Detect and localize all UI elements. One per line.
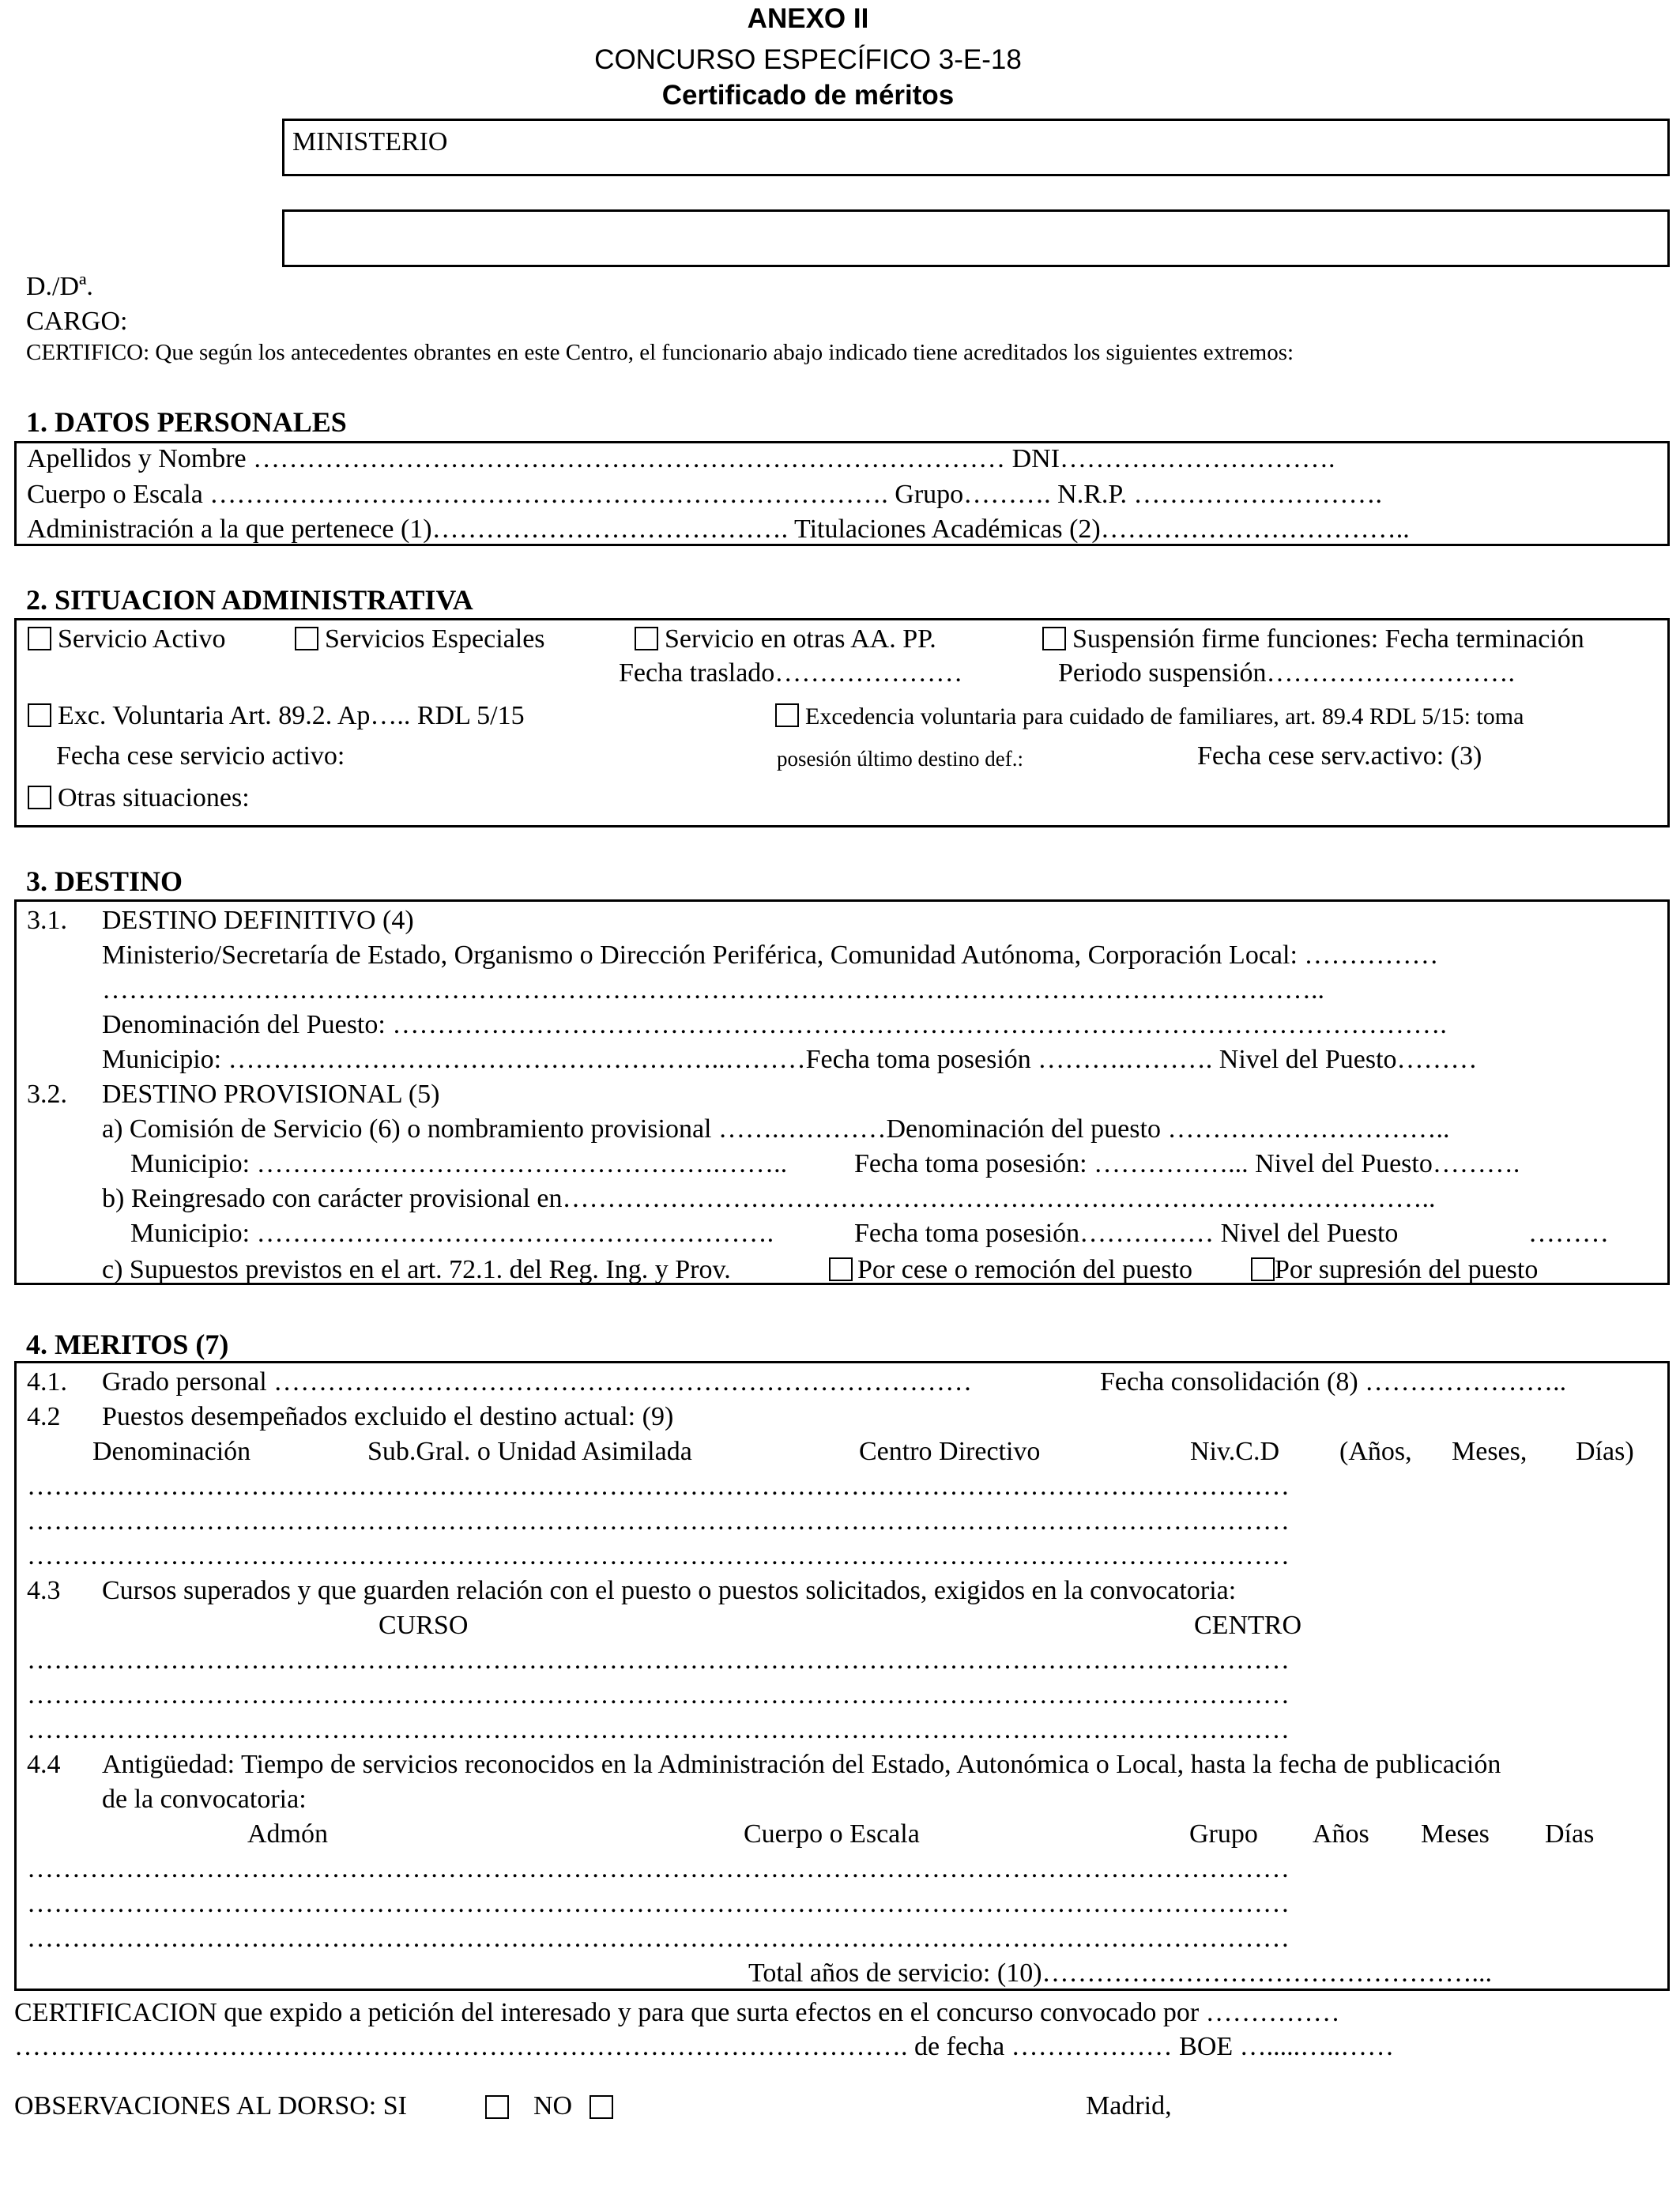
annex-title: ANEXO II <box>747 3 869 34</box>
reingresado-fecha: Fecha toma posesión…………… Nivel del Puesto <box>854 1219 1399 1248</box>
comision-municipio: Municipio: …………………………………………….…….. <box>130 1149 788 1178</box>
col-niv: Niv.C.D <box>1190 1437 1280 1466</box>
antiguedad-line1: Antigüedad: Tiempo de servicios reconocidos en la Administración del Estado, Autonómica o Local, hasta la fecha de publicación <box>102 1750 1501 1779</box>
option-label: Servicio en otras AA. PP. <box>665 624 936 654</box>
cargo-label: CARGO: <box>26 307 128 336</box>
checkbox[interactable] <box>1042 627 1066 650</box>
puestos-title: Puestos desempeñados excluido el destino actual: (9) <box>102 1402 674 1431</box>
item-number: 4.2 <box>27 1402 61 1431</box>
dots-line: …………………………………………………………………………………………………………………………… <box>27 1646 1290 1675</box>
comision-fecha: Fecha toma posesión: ……………... Nivel del Puesto………. <box>854 1149 1520 1178</box>
fecha-consolidacion: Fecha consolidación (8) ………………….. <box>1100 1367 1567 1397</box>
personal-line-name: Apellidos y Nombre ………………………………………………………………………… DNI…………………………. <box>27 444 1335 473</box>
option-suspension[interactable] <box>1042 626 1584 653</box>
madrid-label: Madrid, <box>1086 2091 1172 2120</box>
posesion-ultimo-label: posesión último destino def.: <box>777 747 1023 771</box>
col-dias: Días) <box>1576 1437 1634 1466</box>
option-label: Por cese o remoción del puesto <box>857 1255 1192 1284</box>
ministerio-line: Ministerio/Secretaría de Estado, Organismo o Dirección Periférica, Comunidad Autónoma, Corporación Local: …………… <box>102 941 1439 970</box>
ministry-label: MINISTERIO <box>292 127 448 156</box>
option-label: Exc. Voluntaria Art. 89.2. Ap….. RDL 5/15 <box>58 701 525 730</box>
col-anos: Años <box>1313 1819 1369 1849</box>
ministry-box[interactable] <box>282 119 1670 176</box>
dots-line: …………………………………………………………………………………………………………………………… <box>27 1854 1290 1883</box>
col-grupo: Grupo <box>1189 1819 1258 1849</box>
section2-box <box>14 618 1670 827</box>
ministry-unit-box[interactable] <box>282 209 1670 267</box>
dd-label: D./Dª. <box>26 272 93 301</box>
checkbox[interactable] <box>295 627 318 650</box>
col-meses: Meses, <box>1452 1437 1527 1466</box>
option-servicio-activo[interactable] <box>28 626 225 653</box>
col-centro: CENTRO <box>1194 1611 1301 1640</box>
checkbox[interactable] <box>635 627 658 650</box>
option-otras-situaciones[interactable] <box>28 785 250 812</box>
section3-box <box>14 899 1670 1285</box>
option-label: Servicio Activo <box>58 624 226 654</box>
denominacion-line: Denominación del Puesto: ………………………………………………………………………………………………………. <box>102 1010 1447 1039</box>
contest-title: CONCURSO ESPECÍFICO 3-E-18 <box>594 44 1022 75</box>
observaciones-si-checkbox[interactable] <box>485 2094 515 2121</box>
option-label: Suspensión firme funciones: Fecha terminación <box>1072 624 1584 654</box>
option-label: Servicios Especiales <box>325 624 545 654</box>
observaciones-no-label: NO <box>533 2091 573 2120</box>
section2-title: 2. SITUACION ADMINISTRATIVA <box>26 584 473 616</box>
option-label: Excedencia voluntaria para cuidado de familiares, art. 89.4 RDL 5/15: toma <box>805 703 1524 729</box>
section1-title: 1. DATOS PERSONALES <box>26 406 347 438</box>
option-excedencia-familiares[interactable] <box>775 703 1524 729</box>
destino-provisional-title: DESTINO PROVISIONAL (5) <box>102 1080 440 1109</box>
col-curso: CURSO <box>379 1611 469 1640</box>
observaciones-label: OBSERVACIONES AL DORSO: SI <box>14 2091 407 2120</box>
col-subgral: Sub.Gral. o Unidad Asimilada <box>367 1437 692 1466</box>
dots-line: …………………………………………………………………………………………………………………………… <box>27 1924 1290 1953</box>
certificacion-line1: CERTIFICACION que expido a petición del interesado y para que surta efectos en el concurso convocado por …………… <box>14 1998 1340 2027</box>
option-servicios-especiales[interactable] <box>295 626 545 653</box>
checkbox[interactable] <box>590 2095 613 2119</box>
reingresado-nivel-dots: ……… <box>1528 1219 1609 1248</box>
certificacion-line2: ………………………………………………………………………………………. de fecha ……………… BOE ….....…..…… <box>14 2032 1395 2061</box>
dots-line: ……………………………………………………………………………………………………………………….. <box>102 975 1324 1005</box>
checkbox[interactable] <box>28 703 51 727</box>
option-label: Otras situaciones: <box>58 783 250 812</box>
option-supresion[interactable] <box>1251 1257 1538 1284</box>
item-number: 3.2. <box>27 1080 67 1109</box>
form-title: Certificado de méritos <box>661 80 955 111</box>
certifico-text: CERTIFICO: Que según los antecedentes obrantes en este Centro, el funcionario abajo indicado tiene acreditados los siguientes extremos: <box>26 340 1294 365</box>
checkbox[interactable] <box>485 2095 509 2119</box>
checkbox[interactable] <box>28 627 51 650</box>
col-admon: Admón <box>247 1819 328 1849</box>
col-anos: (Años, <box>1339 1437 1412 1466</box>
section3-title: 3. DESTINO <box>26 865 183 897</box>
dots-line: …………………………………………………………………………………………………………………………… <box>27 1889 1290 1918</box>
cursos-title: Cursos superados y que guarden relación con el puesto o puestos solicitados, exigidos en la convocatoria: <box>102 1576 1237 1605</box>
antiguedad-line2: de la convocatoria: <box>102 1785 307 1814</box>
reingresado-line: b) Reingresado con carácter provisional en…………………………………………………………………………………….. <box>102 1184 1436 1213</box>
option-label: Por supresión del puesto <box>1275 1255 1539 1284</box>
col-dias: Días <box>1545 1819 1595 1849</box>
fecha-traslado: Fecha traslado………………… <box>619 658 963 688</box>
col-cuerpo-escala: Cuerpo o Escala <box>744 1819 920 1849</box>
section4-box <box>14 1361 1670 1991</box>
option-cese-remocion[interactable] <box>829 1257 1192 1284</box>
item-number: 4.1. <box>27 1367 67 1397</box>
periodo-suspension: Periodo suspensión………………………. <box>1058 658 1515 688</box>
option-otras-aapp[interactable] <box>635 626 936 653</box>
observaciones-no-checkbox[interactable] <box>590 2094 620 2121</box>
municipio-definitivo-line: Municipio: ………………………………………………..………Fecha toma posesión ……….………. Nivel del Puesto……… <box>102 1045 1478 1074</box>
item-number: 4.4 <box>27 1750 61 1779</box>
dots-line: …………………………………………………………………………………………………………………………… <box>27 1472 1290 1501</box>
dots-line: …………………………………………………………………………………………………………………………… <box>27 1715 1290 1744</box>
col-meses: Meses <box>1421 1819 1490 1849</box>
checkbox[interactable] <box>775 703 799 727</box>
dots-line: …………………………………………………………………………………………………………………………… <box>27 1680 1290 1710</box>
reingresado-municipio: Municipio: …………………………………………………. <box>130 1219 774 1248</box>
item-number: 3.1. <box>27 906 67 935</box>
fecha-cese-label: Fecha cese servicio activo: <box>56 741 345 771</box>
personal-line-admin: Administración a la que pertenece (1)…………………………………. Titulaciones Académicas (2)…………………………….. <box>27 515 1410 544</box>
supuestos-line: c) Supuestos previstos en el art. 72.1. del Reg. Ing. y Prov. <box>102 1255 731 1284</box>
option-exc-voluntaria[interactable] <box>28 703 525 729</box>
destino-definitivo-title: DESTINO DEFINITIVO (4) <box>102 906 414 935</box>
section1-box <box>14 441 1670 546</box>
col-denominacion: Denominación <box>92 1437 251 1466</box>
checkbox[interactable] <box>829 1257 853 1281</box>
comision-line: a) Comisión de Servicio (6) o nombramiento provisional …….…………Denominación del puesto ………………………….. <box>102 1114 1450 1144</box>
personal-line-cuerpo: Cuerpo o Escala …………………………………………………………………. Grupo………. N.R.P. ………………………. <box>27 480 1383 509</box>
grado-line: Grado personal …………………………………………………………………… <box>102 1367 973 1397</box>
total-anos-servicio: Total años de servicio: (10)…………………………………………... <box>748 1958 1493 1988</box>
dots-line: …………………………………………………………………………………………………………………………… <box>27 1541 1290 1570</box>
dots-line: …………………………………………………………………………………………………………………………… <box>27 1506 1290 1536</box>
fecha-cese-serv-label: Fecha cese serv.activo: (3) <box>1197 741 1482 771</box>
col-centro-directivo: Centro Directivo <box>859 1437 1041 1466</box>
checkbox[interactable] <box>28 786 51 809</box>
checkbox[interactable] <box>1251 1257 1275 1281</box>
item-number: 4.3 <box>27 1576 61 1605</box>
section4-title: 4. MERITOS (7) <box>26 1329 229 1360</box>
